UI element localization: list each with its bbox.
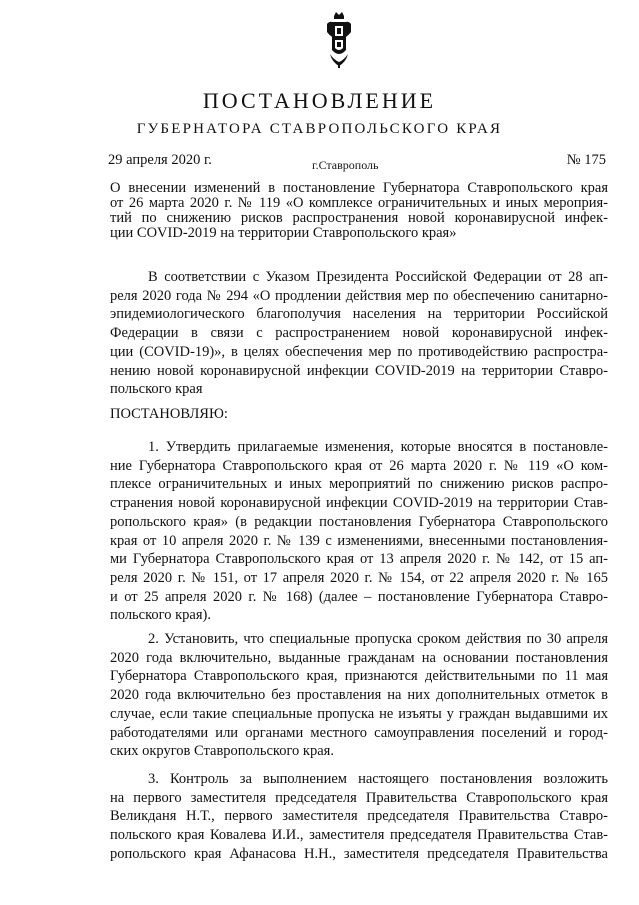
- item-2-paragraph: [110, 630, 608, 761]
- paragraph-line: нению новой коронавирусной инфекции COVID-2019 на территории Ставро-: [110, 362, 608, 379]
- document-subtitle: ГУБЕРНАТОРА СТАВРОПОЛЬСКОГО КРАЯ: [136, 121, 503, 137]
- paragraph-line: Великданя Н.Т., первого заместителя председателя Правительства Ставро-: [110, 808, 608, 825]
- paragraph-line: В соответствии с Указом Президента Российской Федерации от 28 ап-: [148, 269, 608, 285]
- paragraph-line: ропольского края» (в редакции постановления Губернатора Ставропольского: [110, 513, 608, 530]
- paragraph-line: 3. Контроль за выполнением настоящего постановления возложить: [148, 771, 608, 787]
- preamble-paragraph: [110, 268, 608, 399]
- document-number: № 175: [566, 152, 606, 168]
- document-title: ПОСТАНОВЛЕНИЕ: [202, 88, 437, 113]
- paragraph-line: на первого заместителя председателя Правительства Ставропольского края: [110, 789, 608, 806]
- paragraph-line: ние Губернатора Ставропольского края от 26 марта 2020 г. № 119 «О ком-: [110, 457, 608, 474]
- paragraph-line: ми Губернатора Ставропольского края от 13 апреля 2020 г. № 142, от 15 ап-: [110, 551, 608, 568]
- paragraph-line: ских округов Ставропольского края.: [110, 743, 334, 760]
- decree-label: ПОСТАНОВЛЯЮ:: [110, 406, 228, 422]
- paragraph-line: работодателями или органами местного самоуправления поселений и город-: [110, 724, 608, 741]
- paragraph-line: странения новой коронавирусной инфекции COVID-2019 на территории Став-: [110, 495, 608, 512]
- paragraph-line: польского края).: [110, 607, 211, 624]
- paragraph-line: 2020 года включительно без проставления на них дополнительных отметок в: [110, 687, 608, 704]
- paragraph-line: 2020 года включительно, выданные гражданам на основании постановления: [110, 649, 608, 666]
- paragraph-line: 1. Утвердить прилагаемые изменения, которые вносятся в постановле-: [148, 439, 608, 455]
- paragraph-line: Федерации в связи с распространением новой коронавирусной инфек-: [110, 325, 608, 342]
- paragraph-line: ропольского края Афанасова Н.Н., заместителя председателя Правительства: [110, 845, 608, 862]
- document-city: г.Ставрополь: [312, 158, 379, 172]
- paragraph-line: польского края Ковалева И.И., заместителя председателя Правительства Став-: [110, 827, 608, 844]
- paragraph-line: края от 10 апреля 2020 г. № 139 с изменениями, внесенными постановления-: [110, 532, 608, 549]
- paragraph-line: польского края: [110, 381, 203, 398]
- coat-of-arms-icon: [326, 10, 352, 70]
- paragraph-line: случае, если такие специальные пропуска не изъяты у граждан выдавшими их: [110, 705, 608, 722]
- paragraph-line: ции (COVID-19)», в целях обеспечения мер по противодействию распростра-: [110, 343, 608, 360]
- heading-line: от 26 марта 2020 г. № 119 «О комплексе ограничительных и иных мероприя-: [110, 195, 608, 211]
- decree-word: [110, 405, 608, 424]
- paragraph-line: реля 2020 г. № 151, от 17 апреля 2020 г. № 154, от 22 апреля 2020 г. № 165: [110, 569, 608, 586]
- paragraph-line: 2. Установить, что специальные пропуска сроком действия по 30 апреля: [148, 631, 608, 647]
- item-3-paragraph: [110, 770, 608, 864]
- document-heading: [110, 181, 608, 241]
- paragraph-line: плексе ограничительных и иных мероприятий по снижению рисков распро-: [110, 476, 608, 493]
- item-1-paragraph: [110, 438, 608, 625]
- paragraph-line: эпидемиологического благополучия населения на территории Российской: [110, 306, 608, 323]
- heading-line: ции COVID-2019 на территории Ставропольского края»: [110, 225, 457, 241]
- paragraph-line: и от 25 апреля 2020 г. № 168) (далее – постановление Губернатора Ставро-: [110, 588, 608, 605]
- paragraph-line: реля 2020 года № 294 «О продлении действия мер по обеспечению санитарно-: [110, 287, 608, 304]
- heading-line: О внесении изменений в постановление Губернатора Ставропольского края: [110, 180, 608, 196]
- heading-line: тий по снижению рисков распространения новой коронавирусной инфек-: [110, 210, 608, 226]
- document-date: 29 апреля 2020 г.: [108, 152, 212, 168]
- paragraph-line: Губернатора Ставропольского края, признаются действительными по 11 мая: [110, 668, 608, 685]
